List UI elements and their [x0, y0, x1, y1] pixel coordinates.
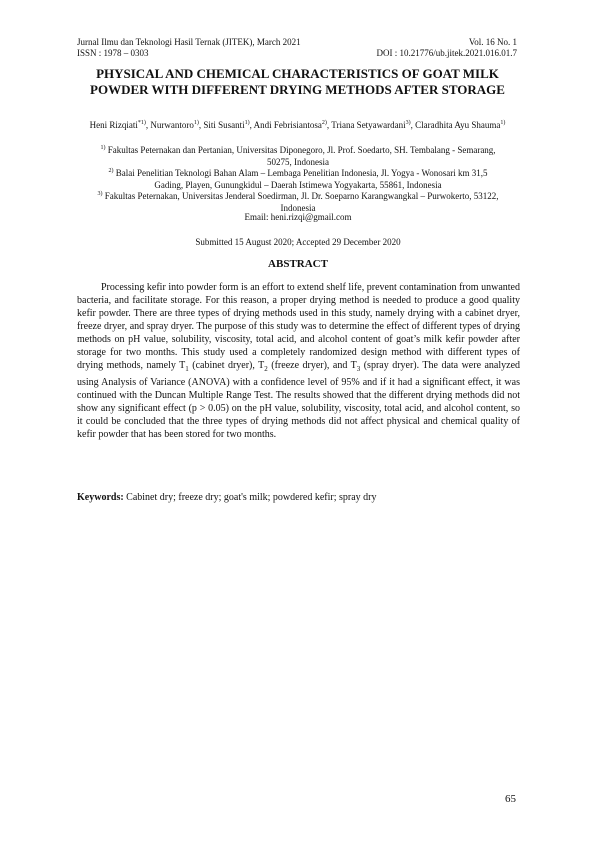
author-affiliation-mark: *1) [137, 120, 146, 126]
author-name: Claradhita Ayu Shauma [415, 120, 501, 130]
affiliation-text: Gading, Playen, Gunungkidul – Daerah Istimewa Yogyakarta, 55861, Indonesia [154, 179, 442, 190]
running-header-top [77, 37, 517, 47]
journal-name: Jurnal Ilmu dan Teknologi Hasil Ternak (JITEK), March 2021 [77, 37, 301, 47]
abstract-text: Processing kefir into powder form is an effort to extend shelf life, prevent contamination from unwanted bacteria, and facilitate storage. For this reason, a proper drying method is needed to produce a good quality kefir powder. There are three types of drying methods used in this study, namely drying with a cabinet dryer, freeze dryer, and spray dryer. The purpose of this study was to determine the effect of different types of drying methods on pH value, solubility, viscosity, total acid, and alcohol content of goat’s milk kefir powder after storage for two months. This study used a completely randomized design method with different types of drying methods, namely T [77, 282, 520, 371]
abstract-body [77, 281, 520, 441]
author-name: Nurwantoro [150, 120, 194, 130]
author-affiliation-mark: 3) [405, 120, 411, 126]
affiliation-mark: 3) [97, 191, 103, 197]
affiliation-mark: 1) [100, 145, 106, 151]
running-header-bottom [77, 48, 517, 58]
author-affiliation-mark: 1) [244, 120, 250, 126]
affiliation-text: Balai Penelitian Teknologi Bahan Alam – Lembaga Penelitian Indonesia, Jl. Yogya - Wonosari km 31,5 [115, 168, 488, 178]
affiliation-text: Indonesia [280, 202, 316, 213]
doi: DOI : 10.21776/ub.jitek.2021.016.01.7 [376, 48, 517, 58]
volume-number: Vol. 16 No. 1 [468, 37, 517, 47]
author-name: Triana Setyawardani [331, 120, 406, 130]
abstract-text: (spray dryer). The data were analyzed using Analysis of Variance (ANOVA) with a confidence level of 95% and if it had a significant effect, it was continued with the Duncan Multiple Range Test. The results showed that the different drying methods did not show any significant effect (p > 0.05) on the pH value, solubility, viscosity, total acid, and alcohol content, so it could be concluded that the three types of drying methods did not affect physical and chemical quality of kefir powder that has been stored for two months. [77, 360, 521, 440]
affiliation-text: Fakultas Peternakan, Universitas Jenderal Soedirman, Jl. Dr. Soeparno Karangwangkal – Purwokerto, 53122, [104, 191, 499, 201]
author-name: Andi Febrisiantosa [253, 120, 322, 130]
abstract-text: (freeze dryer), and T [267, 360, 357, 371]
abstract-text: (cabinet dryer), T [188, 360, 265, 371]
submission-dates: Submitted 15 August 2020; Accepted 29 December 2020 [195, 237, 401, 247]
title-line-2: POWDER WITH DIFFERENT DRYING METHODS AFTER STORAGE [90, 82, 505, 97]
author-affiliation-mark: 1) [193, 120, 199, 126]
keywords-text: Cabinet dry; freeze dry; goat's milk; powdered kefir; spray dry [123, 492, 377, 503]
affiliation-mark: 2) [108, 168, 114, 174]
abstract-heading: ABSTRACT [268, 258, 328, 270]
affiliation-2 [72, 166, 524, 191]
title-line-1: PHYSICAL AND CHEMICAL CHARACTERISTICS OF GOAT MILK [96, 66, 499, 81]
author-affiliation-mark: 2) [321, 120, 327, 126]
issn: ISSN : 1978 – 0303 [77, 48, 149, 58]
corresponding-email[interactable]: Email: heni.rizqi@gmail.com [244, 212, 352, 222]
subscript: 3 [356, 365, 361, 373]
page-number: 65 [505, 793, 516, 805]
keywords [77, 491, 520, 504]
affiliation-1 [72, 143, 524, 168]
author-affiliation-mark: 1) [500, 120, 506, 126]
keywords-label: Keywords: [77, 492, 124, 503]
affiliation-text: 50275, Indonesia [267, 156, 329, 167]
subscript: 2 [264, 365, 268, 373]
author-name: Siti Susanti [203, 120, 245, 130]
affiliation-3 [72, 189, 524, 214]
author-list: Heni Rizqiati$^{*1)}$, Nurwantoro$^{1)}$, Siti Susanti$^{1)}$, Andi Febrisiantosa$^{2)}$, Triana Setyawardani$^{3)}$, Claradhita Ayu Shauma$^{1)}$ [89, 120, 506, 130]
subscript: 1 [185, 365, 189, 373]
author-name: Heni Rizqiati [89, 120, 138, 130]
paper-title [60, 66, 535, 98]
affiliation-text: Fakultas Peternakan dan Pertanian, Universitas Diponegoro, Jl. Prof. Soedarto, SH. Tembalang - Semarang, [107, 145, 496, 155]
